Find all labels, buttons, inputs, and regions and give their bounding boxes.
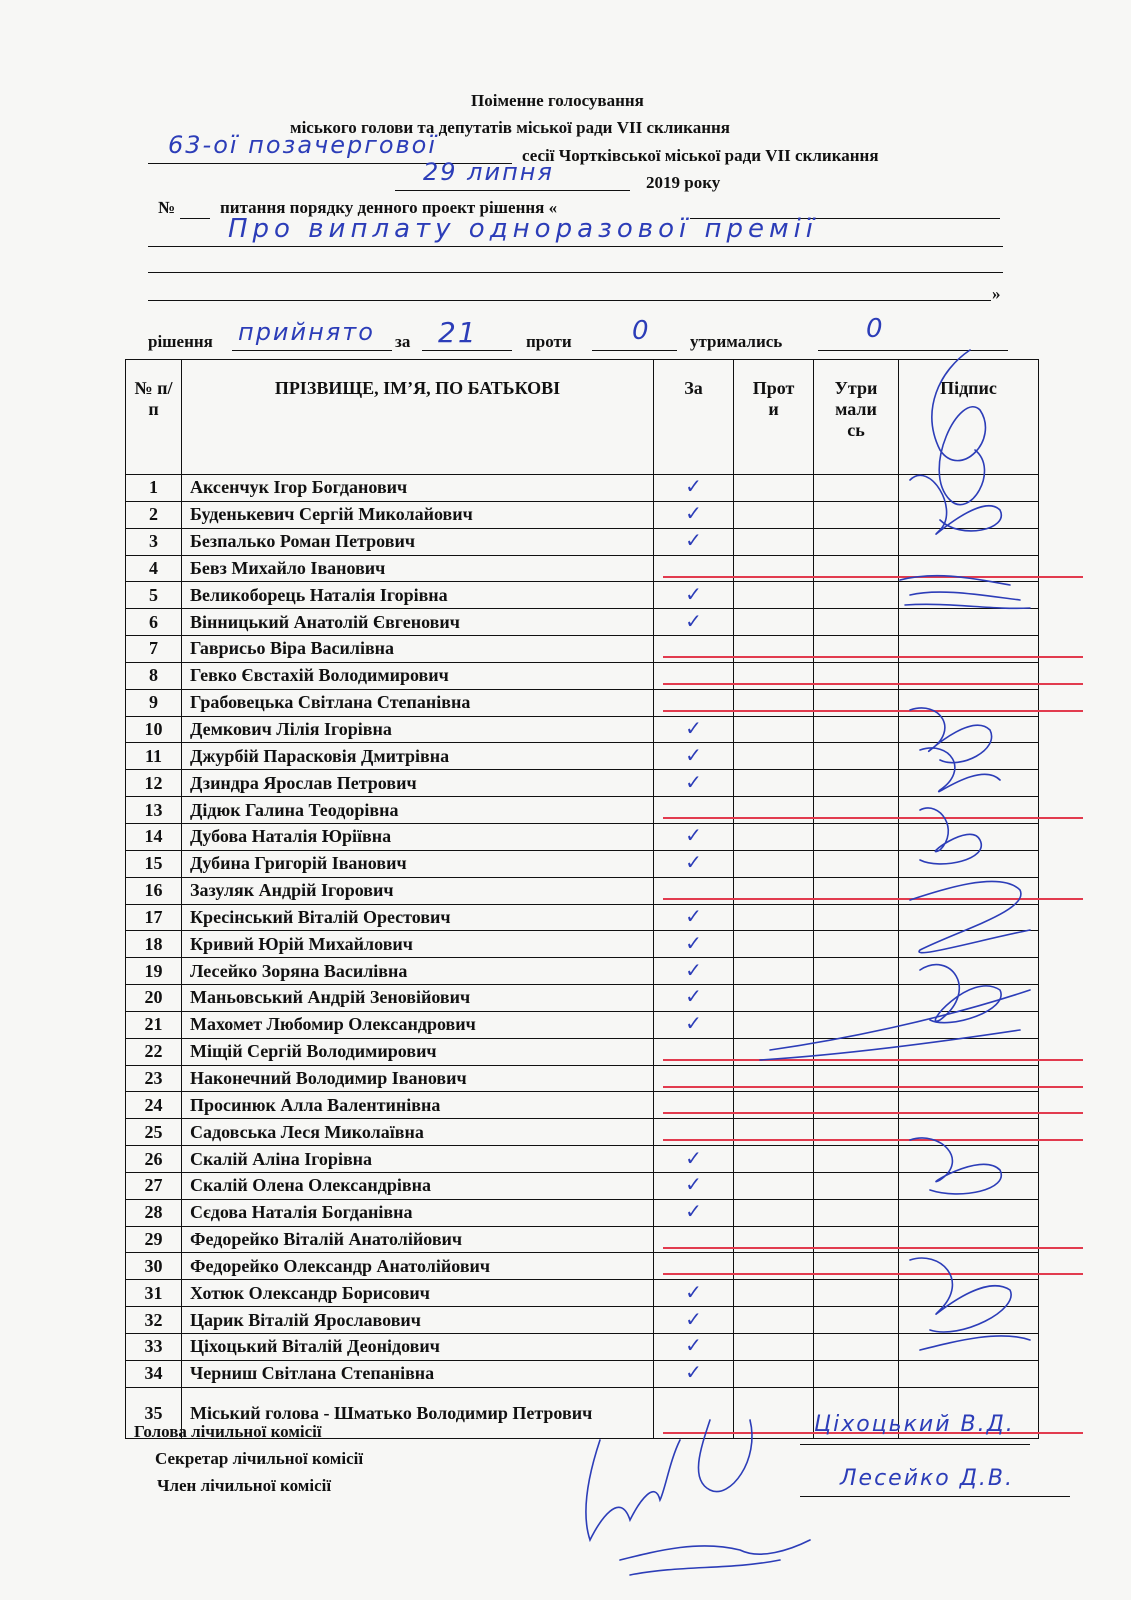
against-label: проти bbox=[526, 332, 572, 351]
document-subtitle: міського голови та депутатів міської ради VII скликання bbox=[290, 118, 730, 137]
question-line-1 bbox=[148, 214, 1003, 247]
vote-for-mark bbox=[654, 1119, 734, 1146]
question-line-3 bbox=[148, 276, 991, 301]
question-value: Про виплату одноразової премії bbox=[228, 214, 819, 244]
row-number: 12 bbox=[126, 770, 182, 797]
row-number: 31 bbox=[126, 1280, 182, 1307]
row-number: 10 bbox=[126, 716, 182, 743]
deputy-name: Джурбій Парасковія Дмитрівна bbox=[182, 743, 654, 770]
vote-for-mark: ✓ bbox=[654, 582, 734, 609]
vote-for-mark bbox=[654, 555, 734, 582]
vote-for-mark bbox=[654, 797, 734, 824]
row-number: 1 bbox=[126, 475, 182, 502]
member-name-field bbox=[800, 1466, 1070, 1497]
member-name: Лесейко Д.В. bbox=[840, 1466, 1015, 1491]
row-number: 21 bbox=[126, 1011, 182, 1038]
deputy-name: Буденькевич Сергій Миколайович bbox=[182, 501, 654, 528]
deputy-name: Міщій Сергій Володимирович bbox=[182, 1038, 654, 1065]
header-for bbox=[654, 360, 734, 475]
for-field bbox=[422, 316, 512, 351]
deputy-name: Великоборець Наталія Ігорівна bbox=[182, 582, 654, 609]
vote-for-mark bbox=[654, 689, 734, 716]
header-for-text: За bbox=[684, 378, 703, 398]
deputy-name: Лесейко Зоряна Василівна bbox=[182, 958, 654, 985]
deputy-name: Скалій Аліна Ігорівна bbox=[182, 1146, 654, 1173]
row-number: 2 bbox=[126, 501, 182, 528]
decision-value: прийнято bbox=[238, 318, 375, 346]
for-value: 21 bbox=[438, 316, 478, 349]
for-label: за bbox=[395, 332, 411, 351]
deputy-name: Федорейко Віталій Анатолійович bbox=[182, 1226, 654, 1253]
against-field bbox=[592, 316, 677, 351]
vote-against-cell bbox=[734, 689, 814, 716]
vote-for-mark: ✓ bbox=[654, 1146, 734, 1173]
question-label: питання порядку денного проект рішення « bbox=[220, 198, 558, 217]
vote-for-mark: ✓ bbox=[654, 528, 734, 555]
signatures-column bbox=[880, 330, 1070, 1380]
vote-against-cell bbox=[734, 1360, 814, 1387]
vote-for-mark: ✓ bbox=[654, 1011, 734, 1038]
vote-against-cell bbox=[734, 770, 814, 797]
vote-for-mark: ✓ bbox=[654, 904, 734, 931]
session-value: 63-ої позачергової bbox=[168, 131, 437, 159]
deputy-name: Царик Віталій Ярославович bbox=[182, 1307, 654, 1334]
vote-for-mark: ✓ bbox=[654, 958, 734, 985]
row-number: 5 bbox=[126, 582, 182, 609]
vote-against-cell bbox=[734, 985, 814, 1012]
chair-name: Ціхоцький В.Д. bbox=[814, 1412, 1015, 1437]
row-number: 4 bbox=[126, 555, 182, 582]
vote-for-mark: ✓ bbox=[654, 1307, 734, 1334]
vote-against-cell bbox=[734, 1119, 814, 1146]
vote-against-cell bbox=[734, 662, 814, 689]
deputy-name: Сєдова Наталія Богданівна bbox=[182, 1199, 654, 1226]
header-name bbox=[182, 360, 654, 475]
vote-for-mark: ✓ bbox=[654, 501, 734, 528]
deputy-name: Зазуляк Андрій Ігорович bbox=[182, 877, 654, 904]
row-number: 33 bbox=[126, 1334, 182, 1361]
row-number: 22 bbox=[126, 1038, 182, 1065]
vote-against-cell bbox=[734, 1253, 814, 1280]
vote-against-cell bbox=[734, 1038, 814, 1065]
deputy-name: Вінницький Анатолій Євгенович bbox=[182, 609, 654, 636]
chair-name-field bbox=[800, 1412, 1030, 1445]
secretary-label: Секретар лічильної комісії bbox=[155, 1449, 364, 1468]
deputy-name: Кресінський Віталій Орестович bbox=[182, 904, 654, 931]
row-number: 16 bbox=[126, 877, 182, 904]
vote-for-mark: ✓ bbox=[654, 1199, 734, 1226]
vote-against-cell bbox=[734, 904, 814, 931]
row-number: 24 bbox=[126, 1092, 182, 1119]
row-number: 7 bbox=[126, 636, 182, 663]
decision-label: рішення bbox=[148, 332, 213, 351]
member-label: Член лічильної комісії bbox=[157, 1476, 332, 1495]
deputy-name: Гаврисьо Віра Василівна bbox=[182, 636, 654, 663]
date-field bbox=[395, 160, 630, 191]
row-number: 19 bbox=[126, 958, 182, 985]
deputy-name: Бевз Михайло Іванович bbox=[182, 555, 654, 582]
vote-against-cell bbox=[734, 1146, 814, 1173]
deputy-name: Кривий Юрій Михайлович bbox=[182, 931, 654, 958]
question-close-quote: » bbox=[992, 284, 1001, 303]
deputy-name: Аксенчук Ігор Богданович bbox=[182, 475, 654, 502]
vote-against-cell bbox=[734, 716, 814, 743]
deputy-name: Міський голова - Шматько Володимир Петрович bbox=[182, 1387, 654, 1438]
row-number: 29 bbox=[126, 1226, 182, 1253]
deputy-name: Безпалько Роман Петрович bbox=[182, 528, 654, 555]
question-number-label: № bbox=[158, 198, 176, 217]
deputy-name: Просинюк Алла Валентинівна bbox=[182, 1092, 654, 1119]
vote-against-cell bbox=[734, 636, 814, 663]
vote-for-mark: ✓ bbox=[654, 609, 734, 636]
header-signature-text: Підпис bbox=[940, 378, 997, 398]
deputy-name: Дубина Григорій Іванович bbox=[182, 850, 654, 877]
year-label: 2019 року bbox=[646, 173, 721, 192]
row-number: 13 bbox=[126, 797, 182, 824]
document-title: Поіменне голосування bbox=[471, 91, 644, 110]
vote-against-cell bbox=[734, 1172, 814, 1199]
row-number: 23 bbox=[126, 1065, 182, 1092]
vote-for-mark: ✓ bbox=[654, 1334, 734, 1361]
vote-against-cell bbox=[734, 1199, 814, 1226]
row-number: 11 bbox=[126, 743, 182, 770]
deputy-name: Скалій Олена Олександрівна bbox=[182, 1172, 654, 1199]
vote-against-cell bbox=[734, 475, 814, 502]
vote-for-mark: ✓ bbox=[654, 475, 734, 502]
vote-for-mark: ✓ bbox=[654, 931, 734, 958]
header-abstained-text: Утримались bbox=[834, 378, 878, 440]
vote-against-cell bbox=[734, 1092, 814, 1119]
chair-label: Голова лічильної комісії bbox=[134, 1422, 322, 1441]
vote-against-cell bbox=[734, 528, 814, 555]
deputy-name: Дідюк Галина Теодорівна bbox=[182, 797, 654, 824]
row-number: 20 bbox=[126, 985, 182, 1012]
row-number: 27 bbox=[126, 1172, 182, 1199]
abstained-value: 0 bbox=[866, 314, 885, 344]
vote-against-cell bbox=[734, 1280, 814, 1307]
row-number: 28 bbox=[126, 1199, 182, 1226]
vote-for-mark bbox=[654, 636, 734, 663]
row-number: 32 bbox=[126, 1307, 182, 1334]
vote-against-cell bbox=[734, 823, 814, 850]
vote-for-mark bbox=[654, 662, 734, 689]
vote-for-mark: ✓ bbox=[654, 1360, 734, 1387]
vote-against-cell bbox=[734, 1334, 814, 1361]
deputy-name: Черниш Світлана Степанівна bbox=[182, 1360, 654, 1387]
vote-for-mark bbox=[654, 1065, 734, 1092]
vote-for-mark: ✓ bbox=[654, 716, 734, 743]
deputy-name: Дзиндра Ярослав Петрович bbox=[182, 770, 654, 797]
vote-against-cell bbox=[734, 797, 814, 824]
vote-for-mark: ✓ bbox=[654, 1280, 734, 1307]
vote-for-mark: ✓ bbox=[654, 770, 734, 797]
deputy-name: Наконечний Володимир Іванович bbox=[182, 1065, 654, 1092]
deputy-name: Садовська Леся Миколаївна bbox=[182, 1119, 654, 1146]
vote-for-mark: ✓ bbox=[654, 823, 734, 850]
vote-for-mark: ✓ bbox=[654, 743, 734, 770]
header-against-text: Проти bbox=[752, 378, 795, 419]
header-against bbox=[734, 360, 814, 475]
deputy-name: Ціхоцький Віталій Деонідович bbox=[182, 1334, 654, 1361]
deputy-name: Федорейко Олександр Анатолійович bbox=[182, 1253, 654, 1280]
question-line-2 bbox=[148, 248, 1003, 273]
row-number: 9 bbox=[126, 689, 182, 716]
row-number: 26 bbox=[126, 1146, 182, 1173]
vote-against-cell bbox=[734, 609, 814, 636]
vote-for-mark bbox=[654, 1226, 734, 1253]
decision-field bbox=[232, 318, 392, 351]
deputy-name: Демкович Лілія Ігорівна bbox=[182, 716, 654, 743]
vote-against-cell bbox=[734, 1226, 814, 1253]
vote-for-mark bbox=[654, 1092, 734, 1119]
row-number: 25 bbox=[126, 1119, 182, 1146]
session-label: сесії Чортківської міської ради VII скликання bbox=[522, 146, 879, 165]
question-number-field bbox=[180, 198, 210, 219]
vote-for-mark bbox=[654, 877, 734, 904]
deputy-name: Дубова Наталія Юріївна bbox=[182, 823, 654, 850]
vote-against-cell bbox=[734, 743, 814, 770]
vote-against-cell bbox=[734, 877, 814, 904]
abstained-label: утримались bbox=[690, 332, 783, 351]
row-number: 8 bbox=[126, 662, 182, 689]
row-number: 18 bbox=[126, 931, 182, 958]
row-number: 35 bbox=[126, 1387, 182, 1438]
header-name-text: ПРІЗВИЩЕ, ІМ’Я, ПО БАТЬКОВІ bbox=[274, 378, 561, 398]
vote-against-cell bbox=[734, 555, 814, 582]
vote-against-cell bbox=[734, 958, 814, 985]
deputy-name: Махомет Любомир Олександрович bbox=[182, 1011, 654, 1038]
vote-for-mark bbox=[654, 1253, 734, 1280]
vote-against-cell bbox=[734, 931, 814, 958]
vote-against-cell bbox=[734, 1307, 814, 1334]
vote-against-cell bbox=[734, 1065, 814, 1092]
header-num-text: № п/п bbox=[134, 378, 173, 419]
row-number: 14 bbox=[126, 823, 182, 850]
date-value: 29 липня bbox=[423, 158, 554, 186]
vote-for-mark: ✓ bbox=[654, 985, 734, 1012]
deputy-name: Маньовський Андрій Зеновійович bbox=[182, 985, 654, 1012]
row-number: 17 bbox=[126, 904, 182, 931]
vote-for-mark: ✓ bbox=[654, 850, 734, 877]
vote-for-mark: ✓ bbox=[654, 1172, 734, 1199]
footer-signatures bbox=[560, 1400, 820, 1590]
vote-against-cell bbox=[734, 501, 814, 528]
against-value: 0 bbox=[632, 316, 651, 346]
vote-against-cell bbox=[734, 850, 814, 877]
deputy-name: Грабовецька Світлана Степанівна bbox=[182, 689, 654, 716]
deputy-name: Гевко Євстахій Володимирович bbox=[182, 662, 654, 689]
row-number: 30 bbox=[126, 1253, 182, 1280]
vote-against-cell bbox=[734, 1011, 814, 1038]
row-number: 6 bbox=[126, 609, 182, 636]
row-number: 15 bbox=[126, 850, 182, 877]
row-number: 3 bbox=[126, 528, 182, 555]
vote-against-cell bbox=[734, 582, 814, 609]
vote-for-mark bbox=[654, 1038, 734, 1065]
deputy-name: Хотюк Олександр Борисович bbox=[182, 1280, 654, 1307]
row-number: 34 bbox=[126, 1360, 182, 1387]
header-num bbox=[126, 360, 182, 475]
